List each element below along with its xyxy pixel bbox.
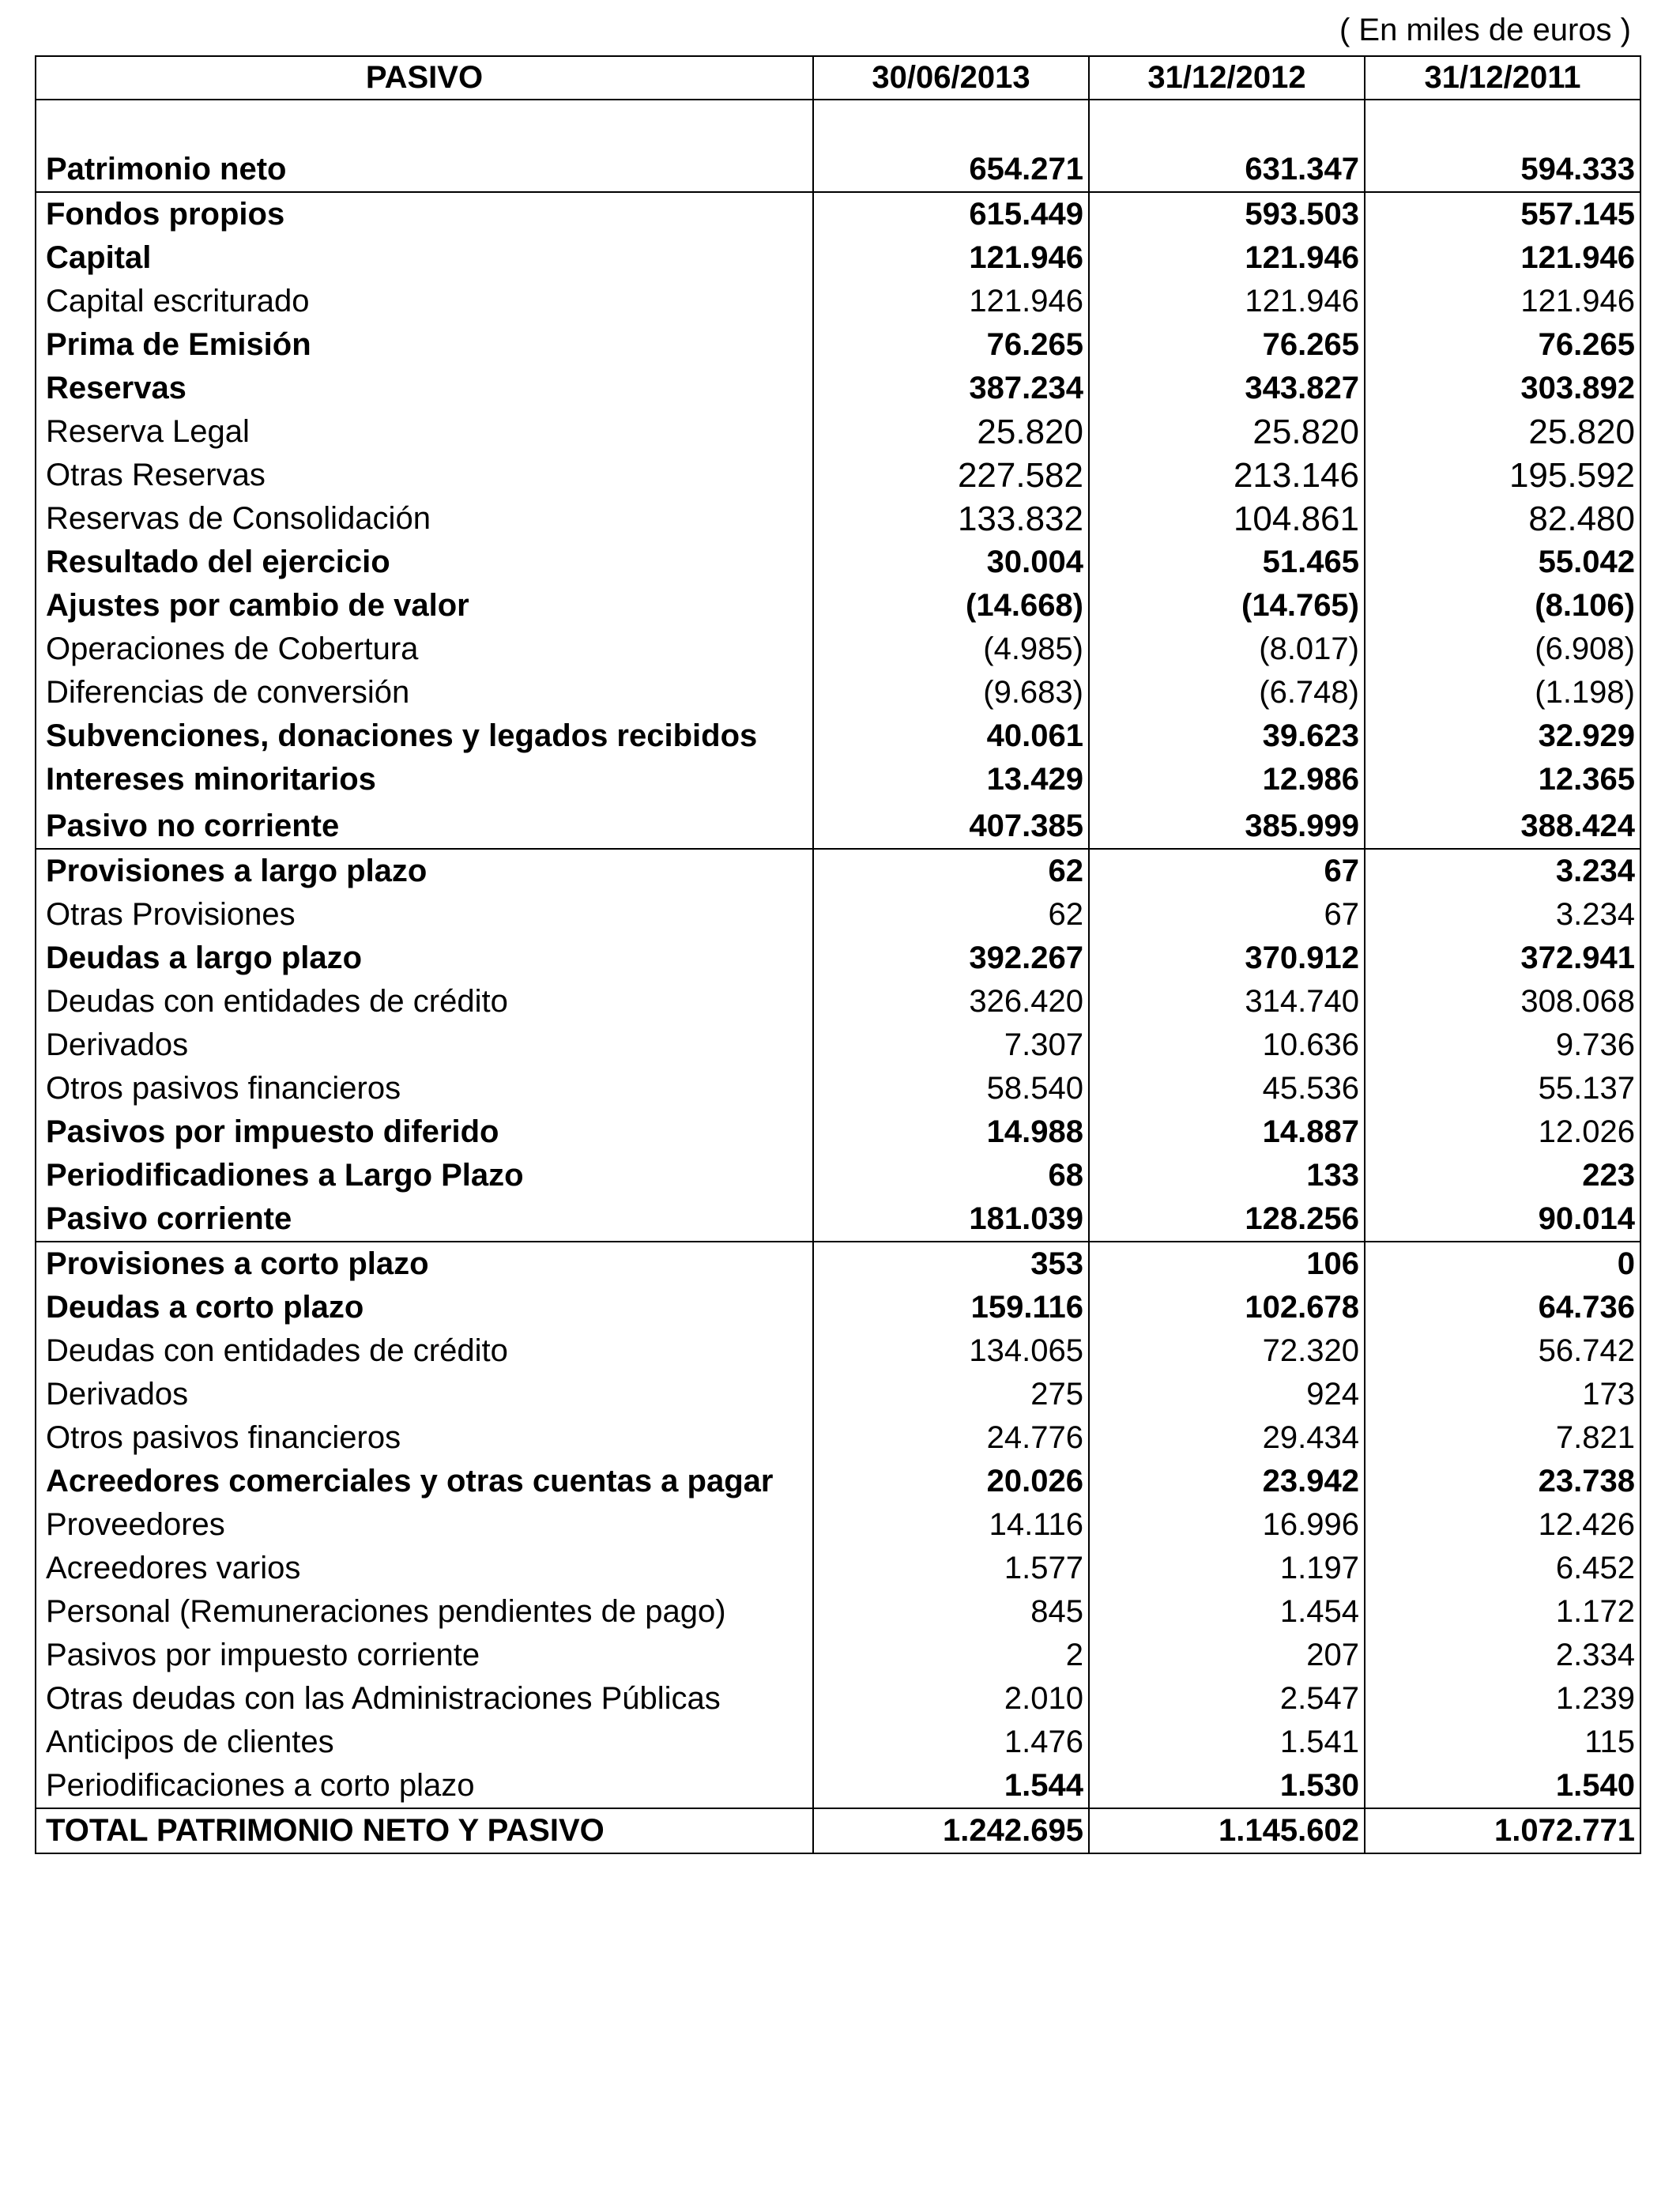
table-row	[36, 454, 1640, 497]
value-2013-06: 134.065	[813, 1329, 1089, 1373]
value-2012-12: 121.946	[1089, 236, 1365, 280]
value-2012-12: 924	[1089, 1373, 1365, 1416]
value-2011-12: 594.333	[1365, 148, 1640, 192]
value-2012-12: 67	[1089, 893, 1365, 937]
table-row	[36, 1590, 1640, 1634]
value-2013-06: 326.420	[813, 980, 1089, 1023]
value-2013-06: (9.683)	[813, 671, 1089, 714]
value-2013-06: 392.267	[813, 937, 1089, 980]
row-label: Capital escriturado	[36, 280, 813, 323]
table-row	[36, 1460, 1640, 1503]
value-2013-06: 121.946	[813, 236, 1089, 280]
row-label: Provisiones a corto plazo	[36, 1242, 813, 1286]
value-2011-12: 82.480	[1365, 497, 1640, 541]
table-row	[36, 849, 1640, 893]
value-2012-12: 343.827	[1089, 367, 1365, 410]
table-row	[36, 1329, 1640, 1373]
value-2013-06: 62	[813, 849, 1089, 893]
value-2011-12: 1.239	[1365, 1677, 1640, 1721]
value-2012-12: 23.942	[1089, 1460, 1365, 1503]
value-2013-06: (14.668)	[813, 584, 1089, 628]
row-label: Periodificadiones a Largo Plazo	[36, 1154, 813, 1197]
value-2011-12: 557.145	[1365, 192, 1640, 236]
value-2012-12: (6.748)	[1089, 671, 1365, 714]
value-2012-12: 370.912	[1089, 937, 1365, 980]
value-2011-12: 121.946	[1365, 280, 1640, 323]
value-2012-12: 1.145.602	[1089, 1808, 1365, 1853]
table-row	[36, 1721, 1640, 1764]
table-row	[36, 714, 1640, 758]
row-label: Periodificaciones a corto plazo	[36, 1764, 813, 1808]
value-2013-06: 1.476	[813, 1721, 1089, 1764]
table-row	[36, 1677, 1640, 1721]
value-2013-06: 159.116	[813, 1286, 1089, 1329]
row-label: Pasivo corriente	[36, 1197, 813, 1242]
value-2012-12: 1.454	[1089, 1590, 1365, 1634]
value-2013-06: 1.544	[813, 1764, 1089, 1808]
value-2013-06: 275	[813, 1373, 1089, 1416]
value-2012-12: 14.887	[1089, 1110, 1365, 1154]
header-col-2013-06: 30/06/2013	[813, 56, 1089, 100]
row-label: Intereses minoritarios	[36, 758, 813, 801]
row-label: Deudas con entidades de crédito	[36, 1329, 813, 1373]
value-2013-06: 845	[813, 1590, 1089, 1634]
value-2012-12: 1.197	[1089, 1547, 1365, 1590]
value-2013-06: 20.026	[813, 1460, 1089, 1503]
value-2011-12: 64.736	[1365, 1286, 1640, 1329]
value-2011-12: 1.540	[1365, 1764, 1640, 1808]
value-2012-12: 133	[1089, 1154, 1365, 1197]
value-2011-12: 308.068	[1365, 980, 1640, 1023]
row-label: Diferencias de conversión	[36, 671, 813, 714]
value-2012-12: 2.547	[1089, 1677, 1365, 1721]
value-2013-06: 62	[813, 893, 1089, 937]
row-label: Reservas de Consolidación	[36, 497, 813, 541]
value-2012-12: 106	[1089, 1242, 1365, 1286]
value-2011-12: 90.014	[1365, 1197, 1640, 1242]
value-2013-06: 1.577	[813, 1547, 1089, 1590]
table-row	[36, 410, 1640, 454]
value-2013-06: 1.242.695	[813, 1808, 1089, 1853]
value-2012-12: 45.536	[1089, 1067, 1365, 1110]
value-2011-12: 12.365	[1365, 758, 1640, 801]
value-2011-12: 12.426	[1365, 1503, 1640, 1547]
value-2011-12: 56.742	[1365, 1329, 1640, 1373]
table-row	[36, 584, 1640, 628]
table-row	[36, 1373, 1640, 1416]
value-2011-12: 1.172	[1365, 1590, 1640, 1634]
value-2011-12: 223	[1365, 1154, 1640, 1197]
value-2013-06: 76.265	[813, 323, 1089, 367]
value-2011-12: 3.234	[1365, 849, 1640, 893]
value-2013-06: 615.449	[813, 192, 1089, 236]
value-2012-12: 72.320	[1089, 1329, 1365, 1373]
value-2013-06: 40.061	[813, 714, 1089, 758]
table-row	[36, 1764, 1640, 1808]
value-2011-12: 2.334	[1365, 1634, 1640, 1677]
row-label: Reserva Legal	[36, 410, 813, 454]
table-row	[36, 1503, 1640, 1547]
value-2013-06: 407.385	[813, 801, 1089, 849]
value-2011-12: 55.137	[1365, 1067, 1640, 1110]
value-2012-12: 1.530	[1089, 1764, 1365, 1808]
value-2012-12: 12.986	[1089, 758, 1365, 801]
table-row	[36, 1023, 1640, 1067]
table-header	[36, 56, 1640, 100]
value-2012-12: 207	[1089, 1634, 1365, 1677]
value-2012-12: 314.740	[1089, 980, 1365, 1023]
value-2011-12: 121.946	[1365, 236, 1640, 280]
value-2011-12: (8.106)	[1365, 584, 1640, 628]
header-row	[36, 56, 1640, 100]
value-2013-06: 7.307	[813, 1023, 1089, 1067]
value-2013-06: 387.234	[813, 367, 1089, 410]
table-row	[36, 937, 1640, 980]
row-label: Provisiones a largo plazo	[36, 849, 813, 893]
row-label: Otras Provisiones	[36, 893, 813, 937]
value-2013-06: 654.271	[813, 148, 1089, 192]
row-label: Prima de Emisión	[36, 323, 813, 367]
row-label: Otros pasivos financieros	[36, 1067, 813, 1110]
value-2012-12: 76.265	[1089, 323, 1365, 367]
table-row	[36, 1634, 1640, 1677]
header-col-2011-12: 31/12/2011	[1365, 56, 1640, 100]
value-2012-12: 67	[1089, 849, 1365, 893]
value-2013-06: 14.988	[813, 1110, 1089, 1154]
table-row	[36, 236, 1640, 280]
table-row	[36, 323, 1640, 367]
row-label: Anticipos de clientes	[36, 1721, 813, 1764]
row-label: Pasivos por impuesto diferido	[36, 1110, 813, 1154]
value-2011-12: 303.892	[1365, 367, 1640, 410]
row-label: Pasivos por impuesto corriente	[36, 1634, 813, 1677]
table-row	[36, 893, 1640, 937]
value-2012-12: 1.541	[1089, 1721, 1365, 1764]
table-body	[36, 100, 1640, 1853]
value-2013-06: (4.985)	[813, 628, 1089, 671]
row-label: Deudas a largo plazo	[36, 937, 813, 980]
row-label: Acreedores comerciales y otras cuentas a pagar	[36, 1460, 813, 1503]
row-label: Deudas a corto plazo	[36, 1286, 813, 1329]
value-2011-12: 23.738	[1365, 1460, 1640, 1503]
value-2011-12: 25.820	[1365, 410, 1640, 454]
table-row	[36, 1242, 1640, 1286]
table-row	[36, 628, 1640, 671]
value-2011-12: 76.265	[1365, 323, 1640, 367]
row-label: Otros pasivos financieros	[36, 1416, 813, 1460]
row-label: Derivados	[36, 1023, 813, 1067]
value-2011-12: 55.042	[1365, 541, 1640, 584]
table-row	[36, 671, 1640, 714]
row-label: Operaciones de Cobertura	[36, 628, 813, 671]
value-2011-12: 9.736	[1365, 1023, 1640, 1067]
value-2013-06: 30.004	[813, 541, 1089, 584]
value-2011-12: 115	[1365, 1721, 1640, 1764]
value-2012-12: 593.503	[1089, 192, 1365, 236]
value-2013-06: 181.039	[813, 1197, 1089, 1242]
table-row	[36, 801, 1640, 849]
value-2012-12: 16.996	[1089, 1503, 1365, 1547]
value-2011-12: 32.929	[1365, 714, 1640, 758]
table-row	[36, 367, 1640, 410]
balance-sheet-liabilities-table	[35, 55, 1641, 1854]
value-2012-12: 385.999	[1089, 801, 1365, 849]
value-2011-12: 3.234	[1365, 893, 1640, 937]
table-row	[36, 497, 1640, 541]
value-2012-12: 104.861	[1089, 497, 1365, 541]
row-label: TOTAL PATRIMONIO NETO Y PASIVO	[36, 1808, 813, 1853]
table-row	[36, 980, 1640, 1023]
row-label: Otras deudas con las Administraciones Públicas	[36, 1677, 813, 1721]
value-2013-06: 25.820	[813, 410, 1089, 454]
value-2011-12: 173	[1365, 1373, 1640, 1416]
table-row	[36, 1067, 1640, 1110]
value-2011-12: 12.026	[1365, 1110, 1640, 1154]
table-row	[36, 1547, 1640, 1590]
value-2013-06: 24.776	[813, 1416, 1089, 1460]
total-row	[36, 1808, 1640, 1853]
row-label: Acreedores varios	[36, 1547, 813, 1590]
value-2012-12: (8.017)	[1089, 628, 1365, 671]
table-row	[36, 280, 1640, 323]
value-2013-06: 2.010	[813, 1677, 1089, 1721]
table-row	[36, 148, 1640, 192]
row-label: Reservas	[36, 367, 813, 410]
value-2011-12: 195.592	[1365, 454, 1640, 497]
value-2011-12: 7.821	[1365, 1416, 1640, 1460]
value-2012-12: 213.146	[1089, 454, 1365, 497]
table-row	[36, 192, 1640, 236]
value-2011-12: 1.072.771	[1365, 1808, 1640, 1853]
row-label: Pasivo no corriente	[36, 801, 813, 849]
table-row	[36, 1286, 1640, 1329]
value-2012-12: 51.465	[1089, 541, 1365, 584]
header-pasivo: PASIVO	[36, 56, 813, 100]
row-label: Ajustes por cambio de valor	[36, 584, 813, 628]
value-2013-06: 68	[813, 1154, 1089, 1197]
value-2012-12: 10.636	[1089, 1023, 1365, 1067]
spacer-row	[36, 100, 1640, 148]
value-2013-06: 58.540	[813, 1067, 1089, 1110]
row-label: Proveedores	[36, 1503, 813, 1547]
value-2012-12: 128.256	[1089, 1197, 1365, 1242]
value-2012-12: 39.623	[1089, 714, 1365, 758]
value-2011-12: 6.452	[1365, 1547, 1640, 1590]
row-label: Patrimonio neto	[36, 148, 813, 192]
value-2013-06: 227.582	[813, 454, 1089, 497]
value-2012-12: (14.765)	[1089, 584, 1365, 628]
value-2013-06: 353	[813, 1242, 1089, 1286]
value-2012-12: 121.946	[1089, 280, 1365, 323]
table-row	[36, 1197, 1640, 1242]
value-2011-12: 388.424	[1365, 801, 1640, 849]
value-2011-12: (1.198)	[1365, 671, 1640, 714]
table-row	[36, 1110, 1640, 1154]
value-2011-12: (6.908)	[1365, 628, 1640, 671]
table-row	[36, 758, 1640, 801]
row-label: Otras Reservas	[36, 454, 813, 497]
table-row	[36, 1154, 1640, 1197]
header-col-2012-12: 31/12/2012	[1089, 56, 1365, 100]
value-2012-12: 29.434	[1089, 1416, 1365, 1460]
row-label: Derivados	[36, 1373, 813, 1416]
value-2012-12: 631.347	[1089, 148, 1365, 192]
row-label: Personal (Remuneraciones pendientes de pago)	[36, 1590, 813, 1634]
row-label: Fondos propios	[36, 192, 813, 236]
table-row	[36, 541, 1640, 584]
value-2011-12: 372.941	[1365, 937, 1640, 980]
value-2013-06: 133.832	[813, 497, 1089, 541]
row-label: Deudas con entidades de crédito	[36, 980, 813, 1023]
value-2012-12: 25.820	[1089, 410, 1365, 454]
unit-note: ( En miles de euros )	[1339, 13, 1631, 47]
value-2013-06: 121.946	[813, 280, 1089, 323]
value-2013-06: 13.429	[813, 758, 1089, 801]
row-label: Capital	[36, 236, 813, 280]
table-row	[36, 1416, 1640, 1460]
value-2013-06: 14.116	[813, 1503, 1089, 1547]
value-2012-12: 102.678	[1089, 1286, 1365, 1329]
row-label: Subvenciones, donaciones y legados recibidos	[36, 714, 813, 758]
row-label: Resultado del ejercicio	[36, 541, 813, 584]
value-2011-12: 0	[1365, 1242, 1640, 1286]
value-2013-06: 2	[813, 1634, 1089, 1677]
